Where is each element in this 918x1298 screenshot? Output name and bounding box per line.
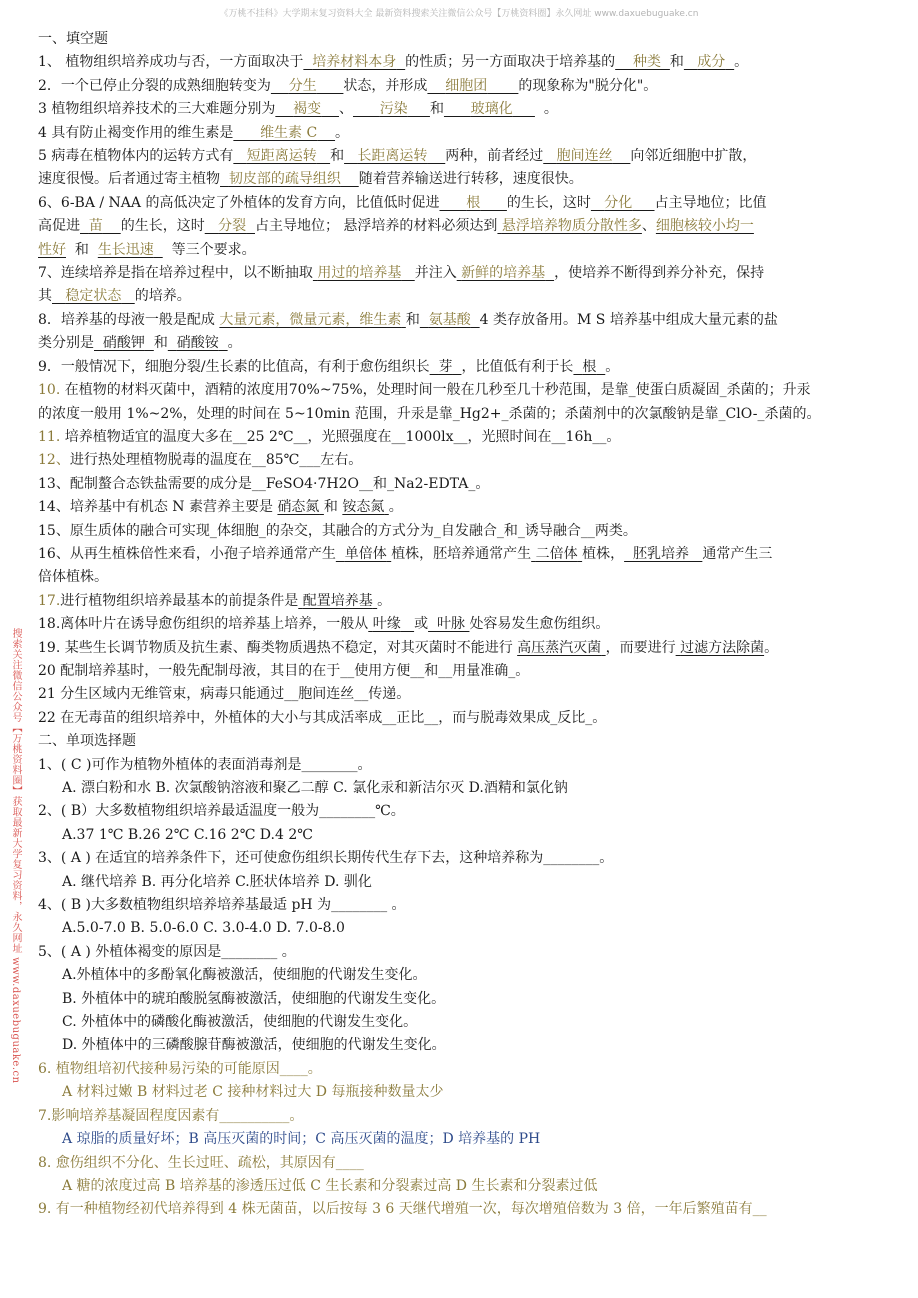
- choice-4-stem: 4、( B )大多数植物组织培养培养基最适 pH 为________ 。: [38, 897, 406, 914]
- answer-blank: [277, 499, 323, 515]
- answer-blank: [457, 265, 554, 281]
- text: 。: [227, 335, 242, 352]
- answer: 分生: [288, 77, 317, 94]
- choice-6-options: A 材料过嫩 B 材料过老 C 接种材料过大 D 每瓶接种数量太少: [62, 1084, 444, 1101]
- text: 进行植物组织培养最基本的前提条件是: [60, 592, 299, 609]
- text: 占主导地位； 悬浮培养的材料必须达到: [254, 218, 498, 235]
- choice-5-option-b: B. 外植体中的琥珀酸脱氢酶被激活，使细胞的代谢发生变化。: [62, 990, 446, 1007]
- answer: 硝态氮: [277, 499, 320, 516]
- text: 2．一个已停止分裂的成熟细胞转变为: [38, 77, 271, 94]
- answer: 单倍体: [344, 545, 387, 562]
- text: 18.离体叶片在诱导愈伤组织的培养基上培养，一般从: [38, 616, 369, 633]
- answer: 配置培养基: [302, 592, 373, 609]
- answer: 根: [582, 358, 597, 375]
- text: 进行热处理植物脱毒的温度在__85℃___左右。: [69, 452, 363, 469]
- answer-blank: [573, 359, 605, 375]
- question-number: 14、: [38, 499, 70, 516]
- answer-blank: [94, 335, 154, 351]
- answer: 污染: [379, 101, 408, 118]
- answer-blank: [444, 101, 535, 117]
- answer: 细胞核较小均一: [655, 218, 754, 235]
- question-16-cont: [38, 566, 886, 589]
- question-4: [38, 122, 886, 145]
- question-7-cont: [38, 285, 886, 308]
- answer: 胞间连丝: [556, 148, 613, 165]
- text: ，比值低有利于长: [461, 358, 574, 375]
- section-heading-single-choice: 二、单项选择题: [38, 733, 136, 750]
- choice-5-option-d: D. 外植体中的三磷酸腺苷酶被激活，使细胞的代谢发生变化。: [62, 1037, 446, 1054]
- answer-blank: [271, 78, 344, 94]
- answer: 短距离运转: [246, 148, 317, 165]
- answer-blank: [342, 499, 388, 515]
- answer: 铵态氮: [342, 499, 385, 516]
- question-6: [38, 192, 886, 215]
- choice-2-options: A.37 1℃ B.26 2℃ C.16 2℃ D.4 2℃: [62, 826, 313, 843]
- answer-blank: [420, 312, 480, 328]
- choice-5-option-a: A.外植体中的多酚氧化酶被激活，使细胞的代谢发生变化。: [62, 967, 427, 984]
- choice-5-stem: 5、( A ) 外植体褐变的原因是________ 。: [38, 943, 296, 960]
- text: 。: [377, 592, 392, 609]
- answer-blank: [219, 312, 405, 328]
- text: 通常产生三: [702, 545, 773, 562]
- answer-blank: [52, 288, 135, 304]
- question-number: 12、: [38, 452, 70, 469]
- answer: 分化: [604, 194, 633, 211]
- text: 植株，胚培养通常产生: [391, 545, 532, 562]
- text: 高促进: [38, 218, 80, 235]
- answer-blank: [428, 616, 469, 632]
- question-number: 13、: [38, 475, 70, 492]
- text: 。: [335, 124, 350, 141]
- text: 。: [543, 101, 558, 118]
- answer: 生长迅速: [97, 241, 154, 258]
- answer: 维生素 C: [260, 124, 318, 141]
- question-10-cont: [38, 403, 886, 426]
- question-20: 20 配制培养基时，一般先配制母液，其目的在于__使用方便__和__用量准确_。: [38, 662, 530, 679]
- answer-blank: [336, 546, 391, 562]
- answer-blank: [233, 125, 335, 141]
- document-body: [38, 28, 886, 1222]
- answer-blank: [303, 54, 405, 70]
- text: 19. 某些生长调节物质及抗生素、酶类物质遇热不稳定，对其灭菌时不能进行: [38, 639, 513, 656]
- text: 植株，: [582, 545, 625, 562]
- question-6-cont2: [38, 239, 886, 262]
- text: 其: [38, 288, 52, 305]
- question-16: [38, 543, 886, 566]
- question-11: [38, 426, 886, 449]
- question-number: 10.: [38, 382, 61, 399]
- question-number: 17.: [38, 592, 61, 609]
- text: 培养基中有机态 N 素营养主要是: [69, 499, 273, 516]
- answer: 硝酸钾: [102, 335, 145, 352]
- text: 、: [641, 218, 656, 235]
- answer: 长距离运转: [357, 148, 428, 165]
- answer: 性好: [38, 241, 66, 258]
- text: 倍体植株。: [38, 569, 108, 586]
- question-3: [38, 98, 886, 121]
- text: 配制螯合态铁盐需要的成分是__FeSO4·7H2O__和_Na2-EDTA_。: [69, 475, 490, 492]
- answer: 分裂: [218, 218, 247, 235]
- text: 的现象称为"脱分化"。: [518, 77, 658, 94]
- choice-9-stem: 9. 有一种植物经初代培养得到 4 株无菌苗，以后按每 3 6 天继代增殖一次，每次增殖倍数为 3 倍，一年后繁殖苗有__: [38, 1201, 767, 1218]
- question-9: [38, 356, 886, 379]
- text: 向邻近细胞中扩散，: [630, 148, 757, 165]
- text: 9．一般情况下，细胞分裂/生长素的比值高，有利于愈伤组织长: [38, 358, 430, 375]
- answer-blank: [368, 616, 414, 632]
- choice-7-options: A 琼脂的质量好坏；B 高压灭菌的时间；C 高压灭菌的温度；D 培养基的 PH: [62, 1131, 541, 1148]
- text: 和: [323, 499, 338, 516]
- question-8: [38, 309, 886, 332]
- question-8-cont: [38, 332, 886, 355]
- text: 。: [734, 54, 749, 71]
- text: 和: [330, 148, 345, 165]
- text: 的浓度一般用 1%~2%，处理的时间在 5~10min 范围，升汞是靠_Hg2+_杀菌的；杀菌剂中的次氯酸钠是靠_ClO-_杀菌的。: [38, 405, 821, 422]
- question-18: [38, 613, 886, 636]
- text: 处容易发生愈伤组织。: [469, 616, 610, 633]
- text: ，而要进行: [605, 639, 676, 656]
- text: 或: [414, 616, 429, 633]
- text: 。: [388, 499, 403, 516]
- answer: 大量元素，微量元素，维生素: [219, 311, 402, 328]
- text: ，使培养不断得到养分补充，保持: [554, 265, 765, 282]
- answer-blank: [353, 101, 430, 117]
- choice-4-options: A.5.0-7.0 B. 5.0-6.0 C. 3.0-4.0 D. 7.0-8.0: [62, 920, 345, 937]
- answer-blank: [439, 195, 506, 211]
- question-12: [38, 449, 886, 472]
- text: 、: [338, 101, 353, 118]
- answer-blank: [275, 101, 339, 117]
- answer-blank: [220, 171, 359, 187]
- choice-3-stem: 3、( A ) 在适宜的培养条件下，还可使愈伤组织长期传代生存下去，这种培养称为________。: [38, 850, 614, 867]
- answer-blank: [615, 54, 670, 70]
- answer: 种类: [632, 54, 661, 71]
- answer: 根: [466, 194, 481, 211]
- answer: 稳定状态: [65, 288, 122, 305]
- answer-blank: [427, 78, 518, 94]
- text: 等三个要求。: [171, 241, 256, 258]
- answer: 玻璃化: [470, 101, 513, 118]
- text: 原生质体的融合可实现_体细胞_的杂交，其融合的方式分为_自发融合_和_诱导融合__两类。: [69, 522, 637, 539]
- text: 的生长，这时: [120, 218, 205, 235]
- text: 培养植物适宜的温度大多在__25 2℃__，光照强度在__1000lx__，光照时间在__16h__。: [64, 428, 621, 445]
- answer: 苗: [88, 218, 103, 235]
- choice-8-stem: 8. 愈伤组织不分化、生长过旺、疏松，其原因有____: [38, 1154, 364, 1171]
- text: 5 病毒在植物体内的运转方式有: [38, 148, 234, 165]
- text: 的性质；另一方面取决于培养基的: [405, 54, 616, 71]
- question-number: 11.: [38, 428, 61, 445]
- answer: 叶脉: [436, 616, 465, 633]
- page-header: 《万桃不挂科》大学期末复习资料大全 最新资料搜索关注微信公众号【万桃资料圈】永久网址 www.daxuebuguake.cn: [219, 9, 699, 19]
- text: 和: [74, 241, 89, 258]
- answer-blank: [676, 640, 764, 656]
- answer: 高压蒸汽灭菌: [517, 639, 602, 656]
- answer-blank: [313, 265, 415, 281]
- question-7: [38, 262, 886, 285]
- choice-1-options: A. 漂白粉和水 B. 次氯酸钠溶液和聚乙二醇 C. 氯化汞和新洁尔灭 D.酒精和氯化钠: [62, 780, 568, 796]
- text: 的培养。: [134, 288, 191, 305]
- text: 1、 植物组织培养成功与否，一方面取决于: [38, 54, 304, 71]
- text: 随着营养输送进行转移，速度很快。: [358, 171, 583, 188]
- question-17: [38, 590, 886, 613]
- answer: 用过的培养基: [317, 265, 402, 282]
- question-1: [38, 51, 886, 74]
- question-19: [38, 637, 886, 660]
- answer: 细胞团: [445, 77, 488, 94]
- answer-blank: [656, 218, 754, 234]
- answer: 过滤方法除菌: [680, 639, 765, 656]
- choice-6-stem: 6. 植物组培初代接种易污染的可能原因____。: [38, 1060, 322, 1077]
- choice-8-options: A 糖的浓度过高 B 培养基的渗透压过低 C 生长素和分裂素过高 D 生长素和分裂素过低: [62, 1177, 598, 1194]
- text: 类分别是: [38, 335, 94, 352]
- answer-blank: [591, 195, 655, 211]
- choice-3-options: A. 继代培养 B. 再分化培养 C.胚状体培养 D. 驯化: [62, 873, 372, 890]
- text: 两种，前者经过: [445, 148, 544, 165]
- answer-blank: [98, 242, 163, 258]
- text: 和: [429, 101, 444, 118]
- choice-7-stem: 7.影响培养基凝固程度因素有__________。: [38, 1107, 304, 1124]
- answer-blank: [38, 242, 66, 258]
- answer: 二倍体: [535, 545, 578, 562]
- choice-5-option-c: C. 外植体中的磷酸化酶被激活，使细胞的代谢发生变化。: [62, 1014, 418, 1031]
- answer-blank: [517, 640, 605, 656]
- section-heading-fill-blank: 一、填空题: [38, 31, 108, 47]
- answer-blank: [497, 218, 641, 234]
- text: 和: [153, 335, 168, 352]
- answer-blank: [344, 148, 445, 164]
- text: 在植物的材料灭菌中，酒精的浓度用70%~75%，处理时间一般在几秒至几十秒范围，是靠_使蛋白质凝固_杀菌的；升汞: [64, 382, 811, 399]
- answer: 新鲜的培养基: [461, 265, 546, 282]
- answer: 芽: [438, 358, 453, 375]
- answer-blank: [684, 54, 734, 70]
- text: 。: [605, 358, 620, 375]
- answer: 悬浮培养物质分散性多: [501, 218, 642, 235]
- question-15: [38, 520, 886, 543]
- side-watermark: 搜索关注微信公众号【万桃资料圈】获取最新大学复习资料，永久网址 www.daxuebuguake.cn: [10, 628, 21, 1084]
- answer-blank: [430, 359, 462, 375]
- question-5: [38, 145, 886, 168]
- text: 。: [764, 639, 779, 656]
- answer: 胚乳培养: [633, 545, 689, 562]
- question-number: 15、: [38, 522, 70, 539]
- answer: 硝酸铵: [176, 335, 219, 352]
- answer: 韧皮部的疏导组织: [228, 171, 341, 188]
- answer: 成分: [697, 54, 726, 71]
- question-2: [38, 75, 886, 98]
- text: 状态，并形成: [343, 77, 428, 94]
- choice-1-stem: 1、( C )可作为植物外植体的表面消毒剂是________。: [38, 756, 372, 773]
- text: 8．培养基的母液一般是配成: [38, 311, 215, 328]
- answer-blank: [543, 148, 630, 164]
- text: 7、连续培养是指在培养过程中，以不断抽取: [38, 265, 313, 282]
- question-10: [38, 379, 886, 402]
- question-22: 22 在无毒苗的组织培养中，外植体的大小与其成活率成__正比__，而与脱毒效果成_反比_。: [38, 709, 607, 726]
- text: 4 类存放备用。M S 培养基中组成大量元素的盐: [479, 311, 778, 328]
- question-14: [38, 496, 886, 519]
- answer-blank: [233, 148, 330, 164]
- text: 速度很慢。后者通过寄主植物: [38, 171, 220, 188]
- answer-blank: [205, 218, 255, 234]
- answer-blank: [531, 546, 582, 562]
- text: 和: [669, 54, 684, 71]
- answer-blank: [298, 593, 377, 609]
- answer-blank: [168, 335, 228, 351]
- text: 3 植物组织培养技术的三大难题分别为: [38, 101, 276, 118]
- answer-blank: [624, 546, 702, 562]
- text: 的生长，这时: [506, 194, 591, 211]
- answer: 氨基酸: [428, 311, 471, 328]
- choice-2-stem: 2、( B）大多数植物组织培养最适温度一般为________℃。: [38, 803, 405, 820]
- question-number: 16、: [38, 545, 70, 562]
- text: 和: [405, 311, 420, 328]
- text: 6、6-BA / NAA 的高低决定了外植体的发育方向，比值低时促进: [38, 194, 440, 211]
- text: 并注入: [414, 265, 457, 282]
- question-21: 21 分生区域内无维管束，病毒只能通过__胞间连丝__传递。: [38, 686, 411, 703]
- answer: 叶缘: [372, 616, 401, 633]
- answer: 培养材料本身: [312, 54, 397, 71]
- text: 占主导地位；比值: [654, 194, 767, 211]
- answer: 褐变: [293, 101, 322, 118]
- text: 4 具有防止褐变作用的维生素是: [38, 124, 234, 141]
- question-13: [38, 473, 886, 496]
- question-6-cont: [38, 215, 886, 238]
- text: 从再生植株倍性来看，小孢子培养通常产生: [69, 545, 336, 562]
- answer-blank: [80, 218, 121, 234]
- question-5-cont: [38, 168, 886, 191]
